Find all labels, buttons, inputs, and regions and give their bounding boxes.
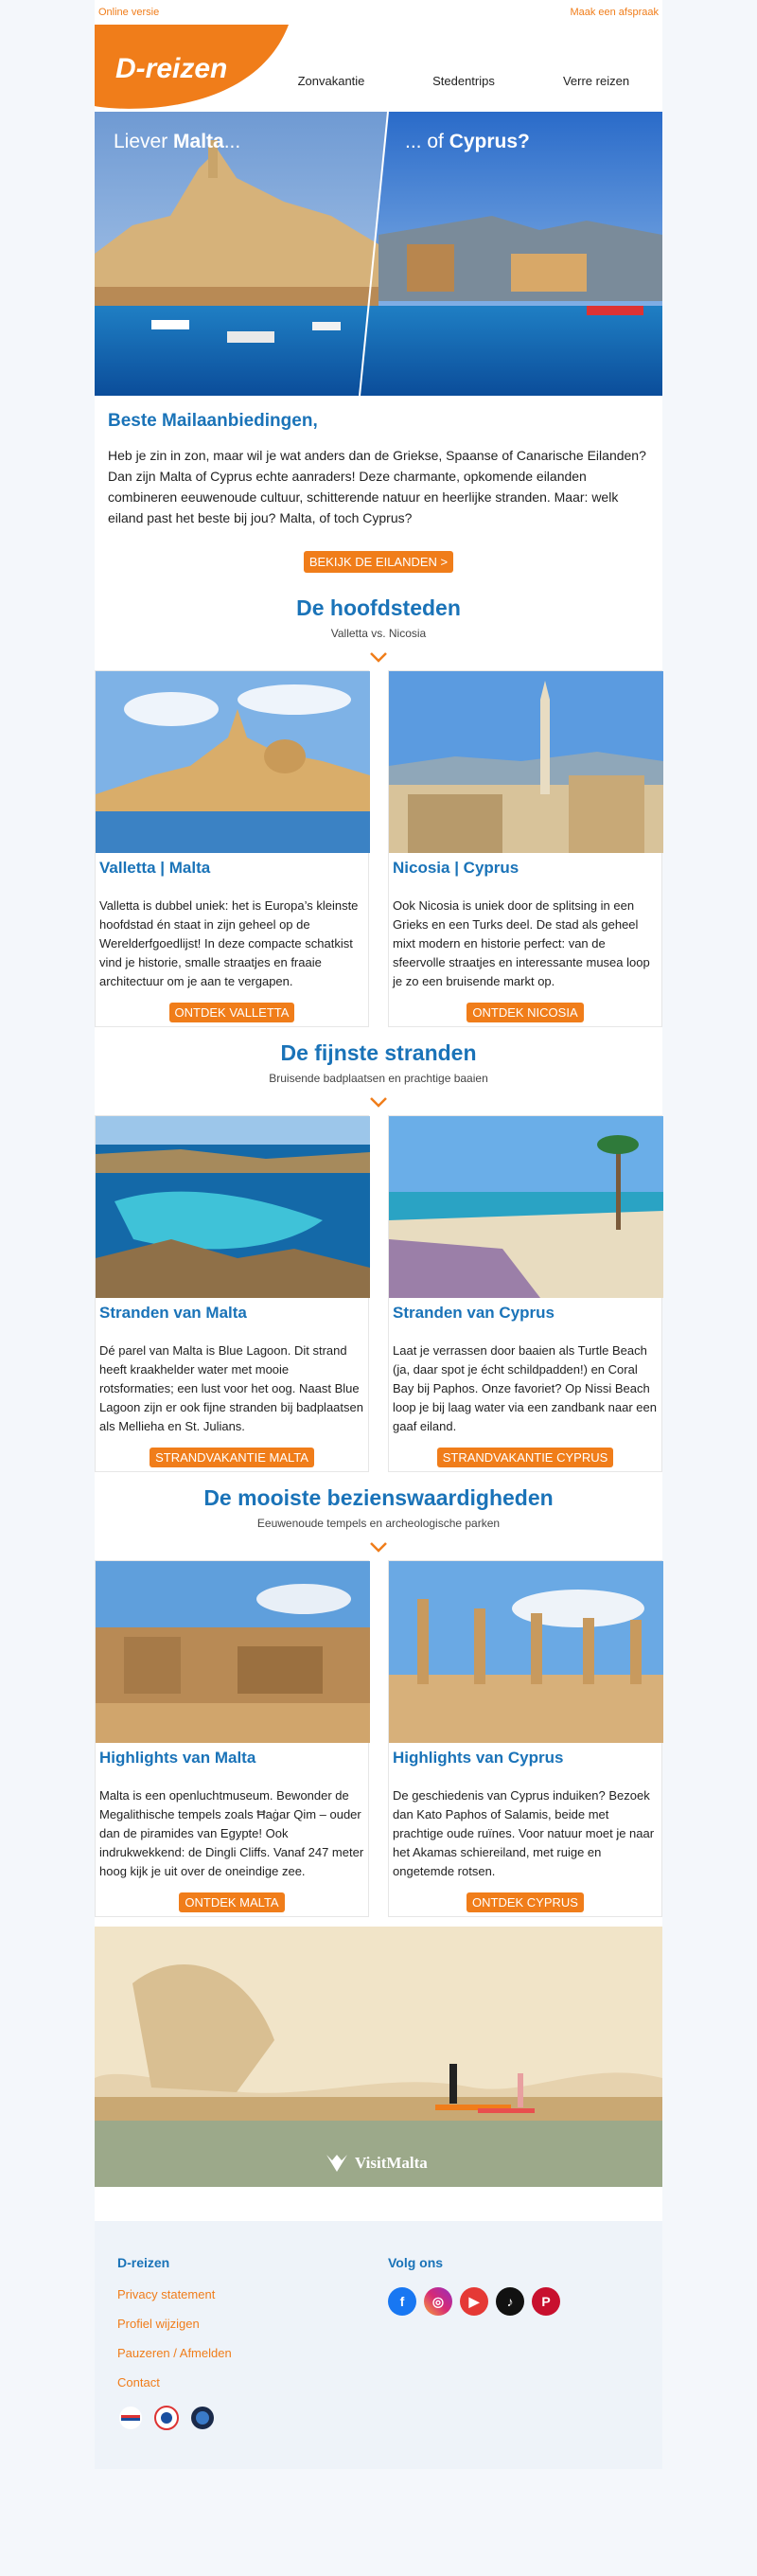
email-container <box>95 0 662 2221</box>
card-title: Stranden van Cyprus <box>393 1304 555 1322</box>
megalithic-temple-image[interactable] <box>96 1561 370 1743</box>
hero-caption-malta <box>114 131 240 153</box>
footer-brand: D-reizen <box>117 2255 170 2270</box>
hero-left-suffix: ... <box>223 131 241 152</box>
view-islands-button[interactable]: BEKIJK DE EILANDEN > <box>304 551 453 573</box>
section-title: De fijnste stranden <box>280 1040 477 1065</box>
calamiteitenfonds-logo[interactable] <box>189 2405 216 2431</box>
footer <box>95 2221 662 2469</box>
card-highlights-cyprus <box>388 1560 662 1917</box>
footer-social <box>388 2255 560 2316</box>
section-subtitle: Eeuwenoude tempels en archeologische parken <box>256 1517 501 1530</box>
section-subtitle: Valletta vs. Nicosia <box>330 627 427 640</box>
card-beaches-malta <box>95 1115 369 1472</box>
edit-profile-link[interactable]: Profiel wijzigen <box>117 2317 200 2331</box>
card-text: Dé parel van Malta is Blue Lagoon. Dit strand heeft kraakhelder water met mooie rotsformaties; een lust voor het oog. Naast Blue Lagoon zijn er ook fijne stranden bij badplaatsen als Mellieha en St. Julians. <box>99 1343 363 1433</box>
visitmalta-logo-text: VisitMalta <box>355 2154 428 2172</box>
pinterest-icon[interactable]: P <box>532 2287 560 2316</box>
beach-holiday-cyprus-button[interactable]: STRANDVAKANTIE CYPRUS <box>437 1448 614 1467</box>
card-nicosia <box>388 670 662 1027</box>
card-text: Valletta is dubbel uniek: het is Europa’s kleinste hoofdstad én staat in zijn geheel op de Werelderfgoedlijst! In deze compacte schatkist vind je historie, smalle straatjes en fraaie architectuur om je aan te vergapen. <box>99 898 359 988</box>
hero-left-prefix: Liever <box>114 131 174 152</box>
hero-right-bold: Cyprus? <box>449 131 530 152</box>
sights-cards <box>95 1560 662 1917</box>
card-title: Highlights van Malta <box>99 1749 256 1767</box>
kato-paphos-image[interactable] <box>389 1561 663 1743</box>
chevron-down-icon <box>368 1091 389 1111</box>
contact-link[interactable]: Contact <box>117 2375 160 2389</box>
section-subtitle: Bruisende badplaatsen en prachtige baaien <box>269 1072 488 1085</box>
privacy-statement-link[interactable]: Privacy statement <box>117 2287 216 2301</box>
card-text: Malta is een openluchtmuseum. Bewonder de Megalithische tempels zoals Ħaġar Qim – ouder dan de piramides van Egypte! Ook indrukwekkend: de Dingli Cliffs. Vanaf 247 meter hoog kijk je uit over de oneindige zee. <box>99 1788 364 1878</box>
appointment-link[interactable]: Maak een afspraak <box>570 7 659 18</box>
card-highlights-malta <box>95 1560 369 1917</box>
intro-text: Heb je zin in zon, maar wil je wat anders dan de Griekse, Spaanse of Canarische Eilanden? Dan zijn Malta of Cyprus echte aanraders! Deze charmante, opkomende eilanden combineren eeuwenoude cultuur, schitterende natuur en heerlijke stranden. Maar: welk eiland past het beste bij jou? Malta, of toch Cyprus? <box>108 448 646 525</box>
online-version-link[interactable]: Online versie <box>98 7 160 18</box>
chevron-down-icon <box>368 646 389 666</box>
discover-nicosia-button[interactable]: ONTDEK NICOSIA <box>467 1003 583 1022</box>
visitmalta-logo <box>325 2153 428 2174</box>
instagram-icon[interactable]: ◎ <box>424 2287 452 2316</box>
anvr-logo[interactable] <box>117 2405 144 2431</box>
card-text: De geschiedenis van Cyprus induiken? Bezoek dan Kato Paphos of Salamis, beide met prachtige oude ruïnes. Voor natuur moet je naar het Akamas schiereiland, met ruige en ongetemde rotsen. <box>393 1788 655 1878</box>
hero-left-bold: Malta <box>173 131 224 152</box>
chevron-down-icon <box>368 1536 389 1556</box>
footer-links <box>117 2255 232 2431</box>
card-title: Nicosia | Cyprus <box>393 859 519 877</box>
d-reizen-logo[interactable] <box>95 25 289 112</box>
tiktok-icon[interactable]: ♪ <box>496 2287 524 2316</box>
topbar <box>95 0 662 25</box>
card-title: Highlights van Cyprus <box>393 1749 564 1767</box>
facebook-icon[interactable]: f <box>388 2287 416 2316</box>
section-sights-header <box>95 1472 662 1556</box>
beaches-cards <box>95 1115 662 1472</box>
blue-lagoon-image[interactable] <box>96 1116 370 1298</box>
sgr-logo[interactable] <box>153 2405 180 2431</box>
nav-verre-reizen[interactable]: Verre reizen <box>562 74 630 88</box>
section-title: De hoofdsteden <box>296 595 461 620</box>
section-capitals-header <box>95 582 662 666</box>
hero-right-prefix: ... of <box>405 131 449 152</box>
discover-malta-button[interactable]: ONTDEK MALTA <box>179 1892 284 1912</box>
header <box>95 25 662 112</box>
hero-image[interactable] <box>95 112 662 396</box>
main-nav <box>265 74 662 88</box>
spacer <box>95 2187 662 2221</box>
card-beaches-cyprus <box>388 1115 662 1472</box>
logo-text: D-reizen <box>115 53 228 84</box>
youtube-icon[interactable]: ▶ <box>460 2287 488 2316</box>
visitmalta-cross-icon <box>325 2153 349 2174</box>
section-title: De mooiste bezienswaardigheden <box>203 1485 554 1510</box>
section-beaches-header <box>95 1027 662 1111</box>
intro <box>95 396 662 582</box>
nav-stedentrips[interactable]: Stedentrips <box>432 74 495 88</box>
certifications <box>117 2405 232 2431</box>
capitals-cards <box>95 670 662 1027</box>
follow-us-heading: Volg ons <box>388 2255 444 2270</box>
greeting: Beste Mailaanbiedingen, <box>108 411 318 431</box>
nicosia-image[interactable] <box>389 671 663 853</box>
card-title: Stranden van Malta <box>99 1304 247 1322</box>
social-icons <box>388 2287 560 2316</box>
valletta-image[interactable] <box>96 671 370 853</box>
card-text: Ook Nicosia is uniek door de splitsing in een Grieks en een Turks deel. De stad als geheel mixt modern en historie perfect: van de sfeervolle straatjes en interessante musea loop je zo een bruisende markt op. <box>393 898 650 988</box>
hero-illustration <box>95 112 662 396</box>
nav-zonvakantie[interactable]: Zonvakantie <box>297 74 365 88</box>
banner-illustration <box>95 1927 662 2187</box>
discover-cyprus-button[interactable]: ONTDEK CYPRUS <box>467 1892 584 1912</box>
cyprus-beach-image[interactable] <box>389 1116 663 1298</box>
discover-valletta-button[interactable]: ONTDEK VALLETTA <box>169 1003 295 1022</box>
card-valletta <box>95 670 369 1027</box>
visitmalta-banner[interactable] <box>95 1927 662 2187</box>
unsubscribe-link[interactable]: Pauzeren / Afmelden <box>117 2346 232 2360</box>
card-title: Valletta | Malta <box>99 859 211 877</box>
card-text: Laat je verrassen door baaien als Turtle Beach (ja, daar spot je écht schildpadden!) en Coral Bay bij Paphos. Onze favoriet? Op Nissi Beach loop je bij laag water via een zandbank naar een gaaf eiland. <box>393 1343 657 1433</box>
beach-holiday-malta-button[interactable]: STRANDVAKANTIE MALTA <box>150 1448 314 1467</box>
hero-caption-cyprus <box>405 131 530 153</box>
